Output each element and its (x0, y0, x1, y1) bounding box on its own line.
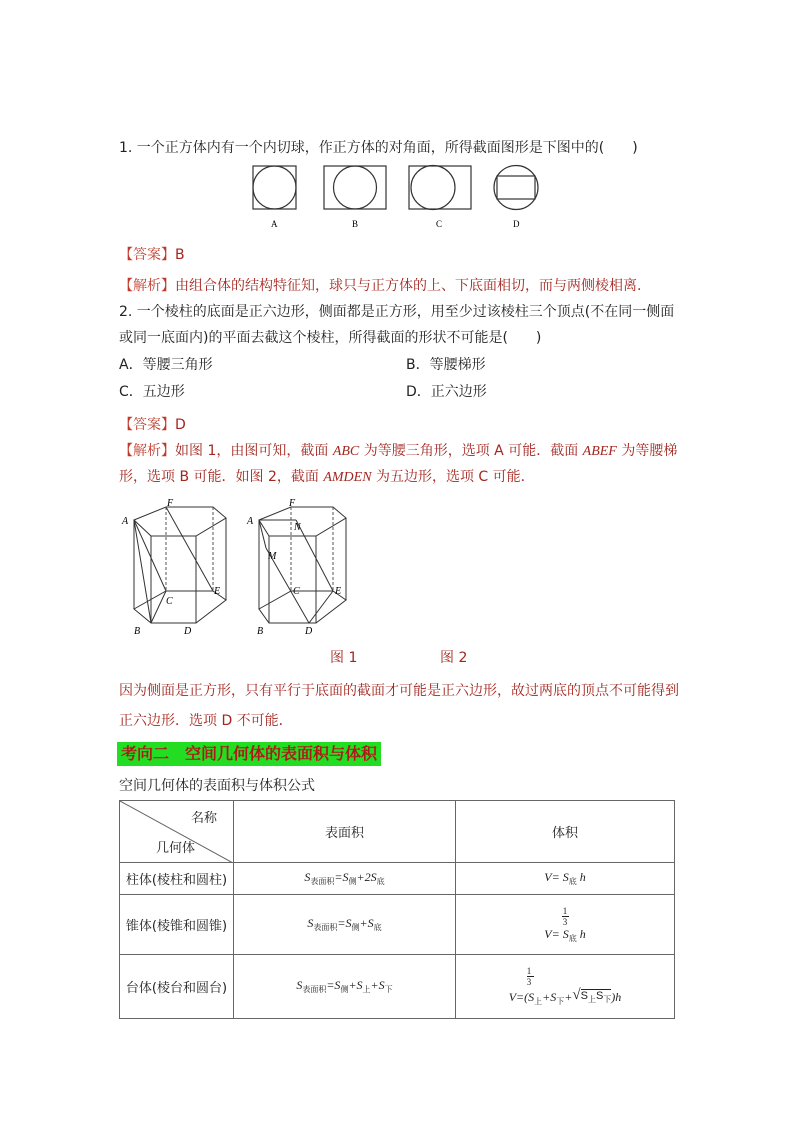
analysis-text: 为等腰梯 (616, 443, 678, 459)
q2-stem-line-1: 2. 一个棱柱的底面是正六边形，侧面都是正方形，用至少过该棱柱三个顶点(不在同一侧面 (119, 304, 675, 320)
formula-sub: 下 (603, 995, 612, 1004)
formula-sub: 上 (534, 997, 543, 1006)
q1-option-c-figure (409, 166, 471, 210)
q1-option-a-figure (253, 166, 296, 209)
fig2-point-f: F (289, 498, 296, 509)
formula-part: S (595, 990, 604, 1002)
formula-part: = (516, 990, 525, 1004)
row-name: 台体(棱台和圆台) (120, 955, 234, 1019)
volume-formula (456, 895, 675, 955)
formula-part: +S (359, 916, 374, 930)
answer-value: B (175, 247, 185, 263)
q1-option-b-label: B (352, 219, 359, 229)
formula-part: h (576, 926, 586, 941)
fig1-point-c: C (166, 596, 173, 607)
formula-table (119, 800, 675, 1019)
formula-part: )h (611, 990, 622, 1004)
formula-sub: 底 (568, 877, 577, 886)
header-name-label: 名称 (190, 811, 217, 826)
answer-tag: 【答案】 (119, 417, 175, 433)
fraction-one-third (456, 906, 674, 927)
q1-option-d-figure (494, 166, 538, 210)
fig2-point-b: B (257, 626, 264, 637)
formula-sub: 底 (376, 877, 385, 886)
answer-value: D (175, 417, 186, 433)
formula-part: S (304, 870, 311, 884)
formula-part: h (576, 870, 586, 884)
sqrt-sign: √ (572, 987, 581, 1003)
analysis-text: 如图 1，由图可知，截面 (175, 443, 333, 459)
row-name: 锥体(棱锥和圆锥) (120, 895, 234, 955)
frustum-volume (509, 966, 622, 1007)
fraction-numerator: 1 (526, 966, 532, 976)
formula-part: S (296, 978, 303, 992)
formula-part: +S (348, 978, 363, 992)
answer-tag: 【答案】 (119, 247, 175, 263)
fraction-one-third (527, 966, 622, 987)
figure-1-caption: 图 1 (330, 650, 358, 666)
analysis-tag: 【解析】 (119, 443, 175, 459)
formula-part: + (564, 990, 573, 1004)
section-heading: 考向二 空间几何体的表面积与体积 (117, 742, 381, 766)
figure-2-caption: 图 2 (440, 650, 468, 666)
formula-sub: 底 (568, 933, 577, 943)
row-name: 柱体(棱柱和圆柱) (120, 863, 234, 895)
fig2-point-n: N (294, 522, 301, 533)
fig1-point-f: F (167, 498, 174, 509)
fraction-numerator: 1 (562, 905, 568, 916)
analysis-text: 为等腰三角形，选项 A 可能．截面 (359, 443, 583, 459)
fig1-point-b: B (134, 626, 141, 637)
q1-options-figure (245, 162, 550, 234)
formula-sub: 侧 (351, 923, 360, 932)
formula-sub: 底 (373, 923, 382, 932)
analysis-tag: 【解析】 (119, 278, 175, 294)
q2-analysis-line-2 (119, 467, 535, 488)
formula-part: =S (326, 978, 341, 992)
formula-sub: 侧 (348, 877, 357, 886)
math-amden: AMDEN (323, 470, 372, 485)
diagonal-header-cell (120, 801, 234, 863)
formula-part: +2S (356, 870, 377, 884)
figure-1 (118, 496, 228, 641)
volume-formula (456, 863, 675, 895)
q1-option-c-label: C (436, 219, 443, 229)
q1-option-b-figure (324, 166, 386, 209)
q2-analysis-line-1 (119, 441, 677, 462)
fig2-point-e: E (335, 586, 342, 597)
q2-option-b: B．等腰梯形 (406, 357, 486, 373)
fig2-point-a: A (247, 516, 254, 527)
q2-conclusion-line-2: 正六边形．选项 D 不可能． (119, 713, 293, 729)
table-row (120, 895, 675, 955)
analysis-text: 由组合体的结构特征知，球只与正方体的上、下底面相切，而与两侧棱相离. (175, 278, 642, 294)
formula-part: V (544, 926, 552, 941)
formula-sub: 侧 (340, 985, 349, 994)
q1-option-d-label: D (513, 219, 520, 229)
fig2-point-m: M (268, 551, 277, 562)
fig1-point-d: D (184, 626, 192, 637)
header-solid-label: 几何体 (156, 841, 196, 856)
fig1-point-a: A (122, 516, 129, 527)
fraction-denominator: 3 (562, 916, 568, 927)
header-surface-area: 表面积 (234, 801, 456, 863)
formula-part: = S (551, 870, 569, 884)
q1-answer (119, 245, 185, 265)
section-intro: 空间几何体的表面积与体积公式 (119, 778, 315, 794)
volume-formula (456, 955, 675, 1019)
formula-part: V (544, 870, 552, 884)
surface-formula (234, 895, 456, 955)
fig1-point-e: E (214, 586, 221, 597)
q2-option-d: D．正六边形 (406, 384, 487, 400)
q2-option-c: C．五边形 (119, 384, 185, 400)
analysis-text: 形，选项 B 可能．如图 2，截面 (119, 469, 324, 485)
table-header-row (120, 801, 675, 863)
formula-part: S (580, 990, 588, 1002)
fraction-denominator: 3 (527, 976, 534, 987)
formula-sub: 表面积 (302, 985, 327, 994)
math-abef: ABEF (582, 444, 617, 459)
q1-analysis (119, 276, 641, 296)
q1-option-a-label: A (271, 219, 278, 229)
formula-part: (S (524, 990, 535, 1004)
formula-part: =S (334, 870, 349, 884)
header-volume: 体积 (456, 801, 675, 863)
analysis-text: 为五边形，选项 C 可能． (371, 469, 535, 485)
q1-stem: 1. 一个正方体内有一个内切球，作正方体的对角面，所得截面图形是下图中的( ) (119, 140, 638, 156)
q2-option-a: A．等腰三角形 (119, 357, 213, 373)
formula-part: +S (542, 990, 557, 1004)
surface-formula (234, 955, 456, 1019)
fig2-point-c: C (293, 586, 300, 597)
sqrt-radicand (581, 989, 612, 1002)
formula-part: S (307, 916, 314, 930)
formula-sub: 表面积 (313, 923, 338, 932)
figure-2 (243, 496, 353, 641)
formula-sub: 上 (587, 995, 596, 1004)
surface-formula (234, 863, 456, 895)
q2-conclusion-line-1: 因为侧面是正方形，只有平行于底面的截面才可能是正六边形，故过两底的顶点不可能得到 (119, 683, 679, 699)
formula-part: V (508, 990, 517, 1004)
q2-stem-line-2: 或同一底面内)的平面去截这个棱柱，所得截面的形状不可能是( ) (119, 330, 542, 346)
formula-sub: 下 (384, 985, 393, 994)
formula-part: +S (370, 978, 385, 992)
fig2-point-d: D (305, 626, 313, 637)
table-row (120, 863, 675, 895)
formula-sub: 下 (556, 997, 565, 1006)
table-row (120, 955, 675, 1019)
formula-sub: 表面积 (310, 877, 335, 886)
sqrt-expression (572, 987, 611, 1005)
q2-answer (119, 415, 186, 435)
formula-part: =S (337, 916, 352, 930)
math-abc: ABC (332, 444, 360, 459)
formula-part: = S (551, 926, 569, 941)
formula-sub: 上 (362, 985, 371, 994)
